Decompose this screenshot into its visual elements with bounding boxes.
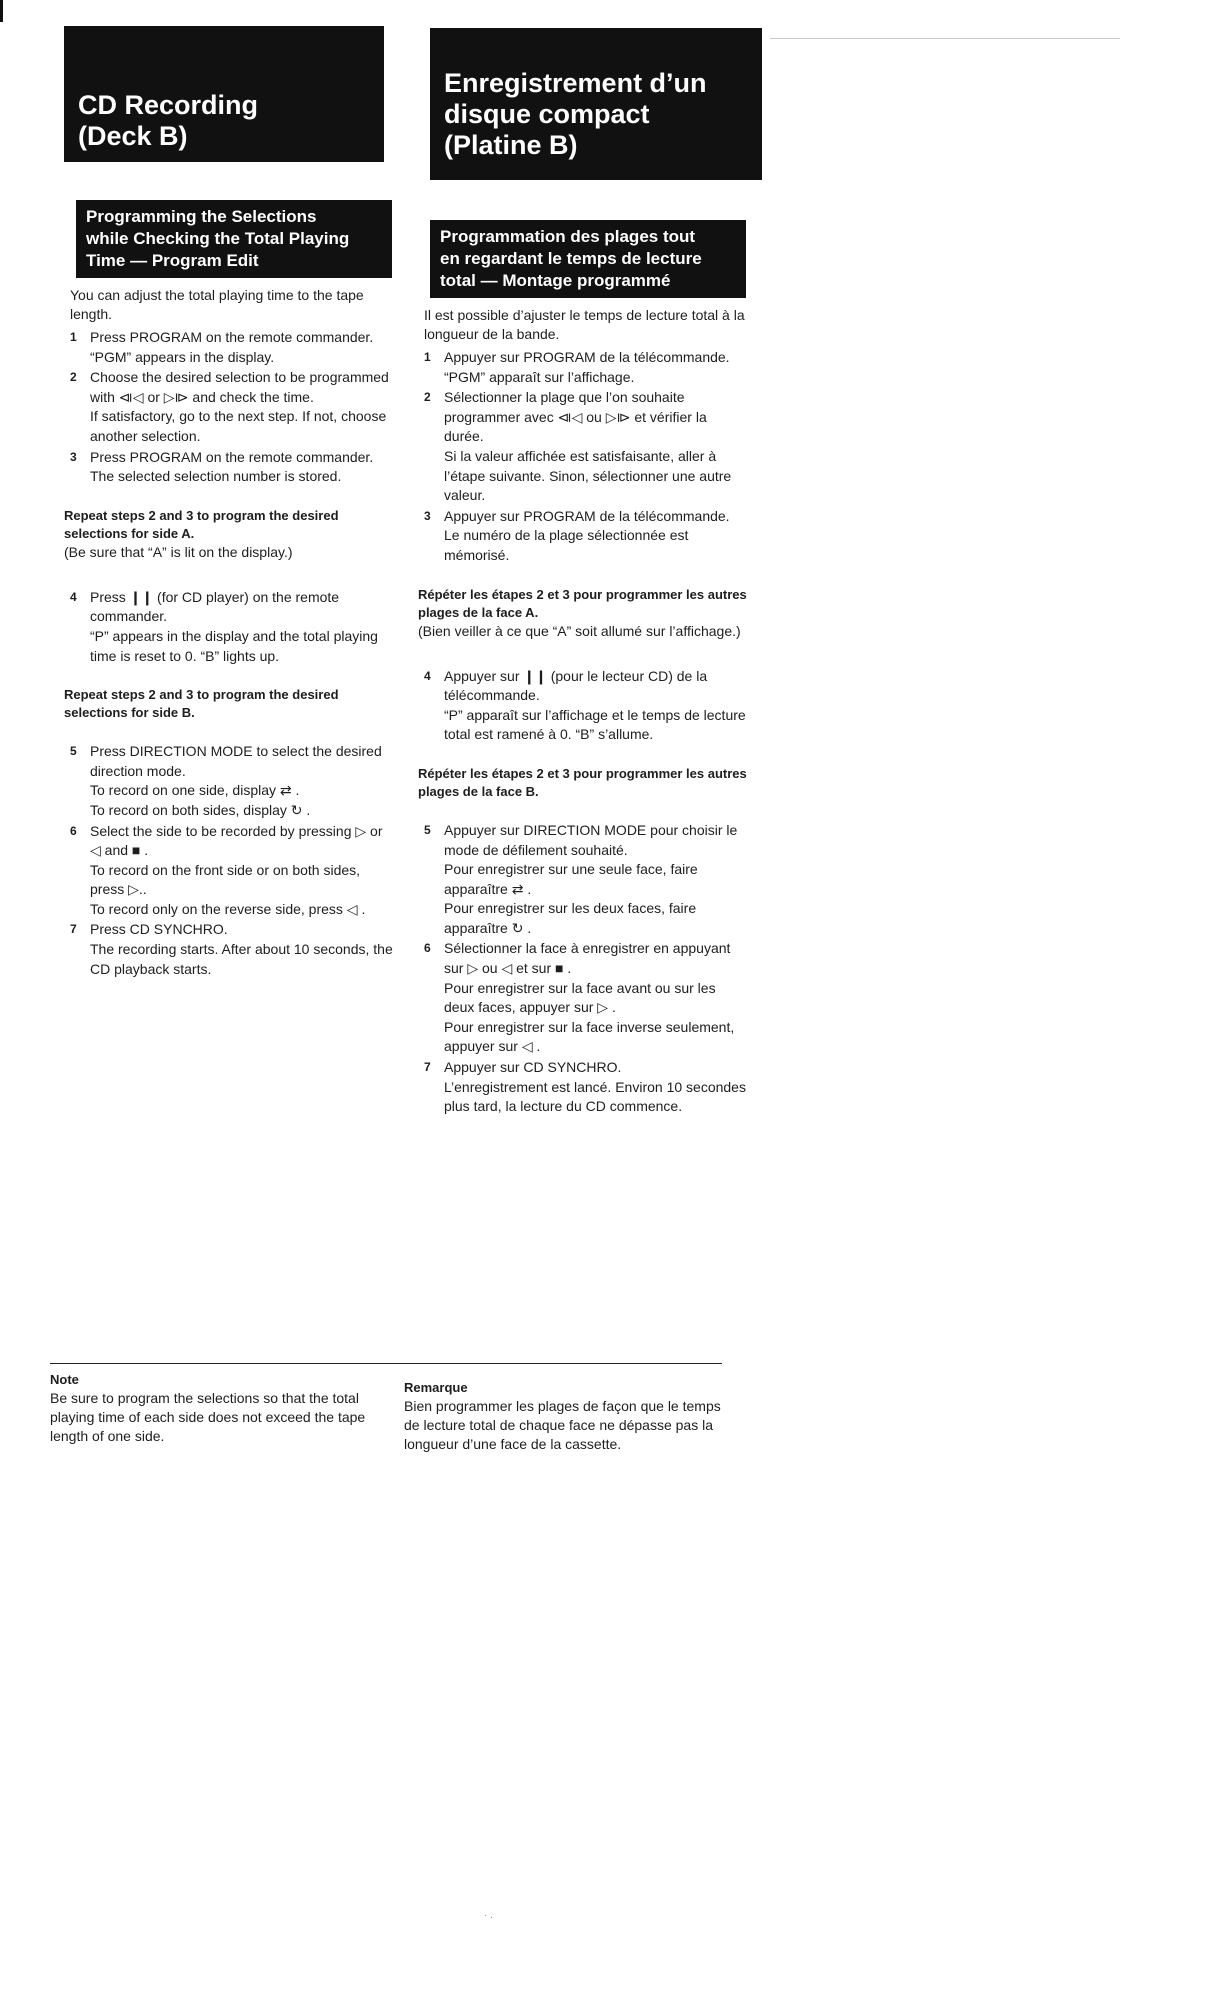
french-note [404, 1378, 724, 1454]
english-note-heading: Note [50, 1372, 79, 1387]
step-subtext: Le numéro de la plage sélectionnée est mémorisé. [444, 527, 689, 563]
english-steps-a [64, 328, 394, 487]
french-steps-c [418, 821, 748, 1117]
step-item [418, 507, 748, 566]
french-title-line: (Platine B) [444, 130, 578, 160]
french-steps-b [418, 667, 748, 745]
step-text: Appuyer sur PROGRAM de la télécommande. [444, 507, 730, 524]
step-subtext: “P” apparaît sur l’affichage et le temps de lecture total est ramené à 0. “B” s’allume. [444, 706, 746, 743]
french-intro: Il est possible d’ajuster le temps de lecture total à la longueur de la bande. [424, 307, 745, 342]
step-subtext: Pour enregistrer sur la face inverse seulement, appuyer sur ◁ . [444, 1018, 735, 1055]
step-text: Sélectionner la face à enregistrer en appuyant sur ▷ ou ◁ et sur ■ . [444, 940, 731, 977]
step-item [64, 588, 394, 666]
step-text: Press DIRECTION MODE to select the desired direction mode. [90, 743, 382, 779]
french-subtitle-line: en regardant le temps de lecture [440, 249, 702, 268]
step-item [418, 821, 748, 939]
step-text: Press ❙❙ (for CD player) on the remote commander. [90, 588, 340, 625]
step-subtext: The recording starts. After about 10 seconds, the CD playback starts. [90, 941, 393, 977]
english-column [64, 26, 394, 980]
french-repeat-a: Répéter les étapes 2 et 3 pour programmer les autres plages de la face A. [418, 586, 747, 620]
english-subtitle-box [76, 200, 392, 278]
step-number: 2 [70, 370, 77, 385]
step-number: 7 [70, 922, 77, 937]
step-subtext: To record on the front side or on both sides, press ▷.. [90, 861, 361, 898]
english-note [50, 1370, 370, 1446]
step-number: 3 [70, 449, 77, 464]
step-subtext: “PGM” apparaît sur l’affichage. [444, 368, 635, 385]
step-subtext: Pour enregistrer sur la face avant ou sur les deux faces, appuyer sur ▷ . [444, 979, 716, 1016]
french-subtitle-line: Programmation des plages tout [440, 227, 696, 246]
step-subtext: To record only on the reverse side, press ◁ . [90, 900, 366, 917]
step-subtext: L’enregistrement est lancé. Environ 10 secondes plus tard, la lecture du CD commence. [444, 1078, 746, 1115]
step-subtext: “P” appears in the display and the total playing time is reset to 0. “B” lights up. [90, 627, 378, 664]
french-subtitle-line: total — Montage programmé [440, 271, 671, 290]
english-title-line: (Deck B) [78, 121, 188, 151]
step-text: Press PROGRAM on the remote commander. [90, 448, 374, 465]
step-item [64, 742, 394, 820]
english-subtitle-line: while Checking the Total Playing [86, 229, 350, 248]
english-repeat-b: Repeat steps 2 and 3 to program the desired selections for side B. [64, 687, 339, 721]
step-subtext: Pour enregistrer sur les deux faces, faire apparaître ↻ . [444, 900, 697, 936]
step-text: Appuyer sur ❙❙ (pour le lecteur CD) de la télécommande. [444, 667, 708, 704]
step-text: Press PROGRAM on the remote commander. [90, 329, 374, 345]
step-item [418, 1058, 748, 1117]
note-divider [50, 1363, 722, 1364]
step-item [64, 328, 394, 367]
step-item [418, 388, 748, 506]
step-number: 6 [424, 941, 431, 956]
step-item [64, 368, 394, 446]
english-steps-b [64, 588, 394, 666]
step-text: Choose the desired selection to be programmed with ⧏◁ or ▷⧐ and check the time. [90, 369, 389, 405]
french-steps-a [418, 348, 748, 566]
step-number: 1 [70, 330, 77, 344]
step-item [418, 939, 748, 1057]
step-number: 3 [424, 508, 431, 523]
french-repeat-b: Répéter les étapes 2 et 3 pour programmer les autres plages de la face B. [418, 765, 747, 799]
french-note-body: Bien programmer les plages de façon que le temps de lecture total de chaque face ne dépasse pas la longueur d’une face de la cassette. [404, 1398, 721, 1452]
step-text: Select the side to be recorded by pressing ▷ or ◁ and ■ . [90, 822, 383, 859]
step-subtext: To record on both sides, display ↻ . [90, 801, 311, 818]
step-number: 1 [424, 350, 431, 364]
step-item [64, 822, 394, 920]
english-repeat-a: Repeat steps 2 and 3 to program the desired selections for side A. [64, 507, 339, 541]
english-repeat-a-note: (Be sure that “A” is lit on the display.) [64, 543, 293, 560]
step-subtext: To record on one side, display ⇄ . [90, 782, 300, 799]
english-subtitle-line: Time — Program Edit [86, 251, 259, 270]
step-item [418, 667, 748, 745]
step-text: Appuyer sur DIRECTION MODE pour choisir le mode de défilement souhaité. [444, 821, 738, 858]
english-note-body: Be sure to program the selections so that the total playing time of each side does not exceed the tape length of one side. [50, 1390, 366, 1444]
french-note-heading: Remarque [404, 1380, 468, 1395]
english-subtitle-line: Programming the Selections [86, 207, 317, 226]
french-column [418, 28, 748, 1118]
step-number: 2 [424, 390, 431, 405]
step-number: 4 [70, 589, 77, 604]
step-number: 5 [70, 744, 77, 759]
step-number: 6 [70, 823, 77, 838]
step-text: Appuyer sur CD SYNCHRO. [444, 1059, 622, 1076]
french-title-line: Enregistrement d’un [444, 68, 707, 98]
step-item [64, 920, 394, 979]
step-text: Sélectionner la plage que l’on souhaite programmer avec ⧏◁ ou ▷⧐ et vérifier la durée. [444, 389, 707, 445]
footer-mark: · . [484, 1910, 493, 1921]
step-subtext: The selected selection number is stored. [90, 468, 342, 485]
step-subtext: Pour enregistrer sur une seule face, faire apparaître ⇄ . [444, 861, 698, 897]
step-number: 7 [424, 1060, 431, 1075]
step-number: 5 [424, 822, 431, 837]
binding-mark [0, 0, 3, 22]
step-number: 4 [424, 668, 431, 683]
english-steps-c [64, 742, 394, 979]
step-item [64, 448, 394, 487]
scan-streak [770, 38, 1120, 39]
step-text: Appuyer sur PROGRAM de la télécommande. [444, 349, 730, 365]
french-title-box [430, 28, 762, 180]
french-repeat-a-note: (Bien veiller à ce que “A” soit allumé sur l’affichage.) [418, 622, 741, 639]
step-subtext: If satisfactory, go to the next step. If not, choose another selection. [90, 408, 387, 444]
step-text: Press CD SYNCHRO. [90, 921, 228, 938]
french-title-line: disque compact [444, 99, 650, 129]
step-item [418, 348, 748, 387]
english-intro: You can adjust the total playing time to the tape length. [70, 287, 364, 322]
french-subtitle-box [430, 220, 746, 298]
step-subtext: Si la valeur affichée est satisfaisante, aller à l’étape suivante. Sinon, sélectionner une autre valeur. [444, 447, 732, 504]
english-title-box [64, 26, 384, 162]
english-title-line: CD Recording [78, 90, 259, 120]
step-subtext: “PGM” appears in the display. [90, 348, 275, 365]
